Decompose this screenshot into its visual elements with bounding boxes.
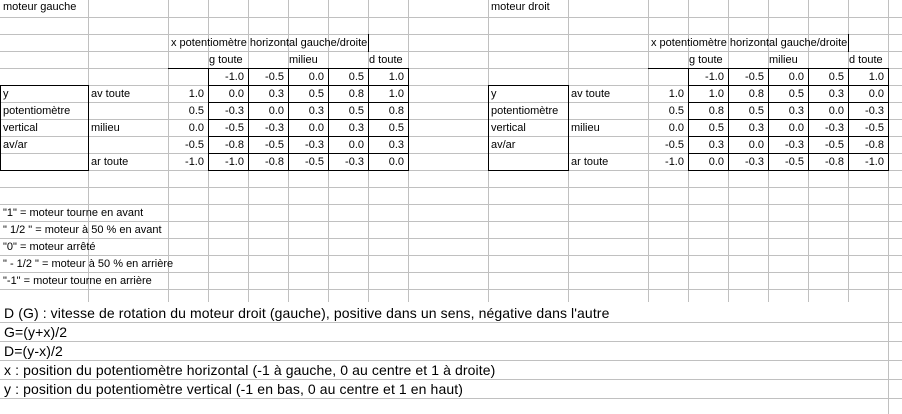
legend-line: "1" = moteur tourne en avant	[3, 207, 144, 219]
left-row-label: y	[3, 88, 9, 100]
left-cell: -0.8	[265, 156, 284, 168]
left-cell: 0.0	[268, 105, 284, 117]
left-cell: 0.0	[308, 122, 324, 134]
right-cell: 0.0	[868, 88, 884, 100]
left-row-sub: ar toute	[91, 156, 129, 168]
left-y-value: -0.5	[185, 139, 204, 151]
right-row-sub: av toute	[571, 88, 611, 100]
legend-line: "0" = moteur arrêté	[3, 241, 96, 253]
note-line: y : position du potentiomètre vertical (-1 en bas, 0 au centre et 1 en haut)	[4, 381, 463, 397]
left-x-value: -1.0	[225, 71, 244, 83]
legend-line: " 1/2 " = moteur à 50 % en avant	[3, 224, 162, 236]
right-cell: -0.5	[865, 122, 884, 134]
right-row-sub: milieu	[571, 122, 600, 134]
left-cell: 0.5	[348, 105, 364, 117]
left-cell: 0.0	[228, 88, 244, 100]
right-cell: -0.8	[865, 139, 884, 151]
left-cell: -0.8	[225, 139, 244, 151]
right-cell: -0.3	[865, 105, 884, 117]
left-cell: -0.5	[305, 156, 324, 168]
left-x-value: 0.0	[308, 71, 324, 83]
note-line: D=(y-x)/2	[4, 343, 63, 359]
gridline	[0, 341, 902, 342]
right-cell: -0.3	[785, 139, 804, 151]
right-x-value: -1.0	[705, 71, 724, 83]
right-row-sub: ar toute	[571, 156, 609, 168]
left-cell: -0.3	[305, 139, 324, 151]
legend-line: "-1" = moteur tourne en arrière	[3, 275, 152, 287]
left-cell: 0.5	[308, 88, 324, 100]
left-cell: 0.3	[388, 139, 404, 151]
right-row-label: y	[491, 88, 497, 100]
right-x-value: 0.0	[788, 71, 804, 83]
gridline	[888, 302, 889, 414]
right-cell: 0.0	[828, 105, 844, 117]
left-cell: 0.3	[308, 105, 324, 117]
right-cell: 0.5	[748, 105, 764, 117]
left-title: moteur gauche	[3, 1, 77, 13]
left-cell: -0.3	[345, 156, 364, 168]
left-cell: -0.3	[265, 122, 284, 134]
left-row-label: av/ar	[3, 139, 28, 151]
right-x-header: x potentiomètre horizontal gauche/droite	[651, 37, 848, 49]
left-cell: 0.0	[388, 156, 404, 168]
left-cell: -0.3	[225, 105, 244, 117]
right-cell: 0.5	[788, 88, 804, 100]
right-row-label: vertical	[491, 122, 526, 134]
right-y-value: 0.5	[668, 105, 684, 117]
right-y-value: -1.0	[665, 156, 684, 168]
left-cell: 1.0	[388, 88, 404, 100]
right-x-value: 0.5	[828, 71, 844, 83]
right-y-value: 1.0	[668, 88, 684, 100]
left-x-value: 1.0	[388, 71, 404, 83]
note-line: G=(y+x)/2	[4, 324, 68, 340]
right-col-label-1: milieu	[769, 54, 798, 66]
legend-line: " - 1/2 " = moteur à 50 % en arrière	[3, 258, 174, 270]
left-cell: -0.5	[225, 122, 244, 134]
note-line: D (G) : vitesse de rotation du moteur droit (gauche), positive dans un sens, négative dans l'autre	[4, 305, 610, 321]
left-row-sub: av toute	[91, 88, 131, 100]
left-row-label: potentiomètre	[3, 105, 71, 117]
right-cell: -0.5	[825, 139, 844, 151]
gridline	[0, 360, 902, 361]
left-y-value: 1.0	[188, 88, 204, 100]
right-cell: 0.0	[748, 139, 764, 151]
left-cell: 0.5	[388, 122, 404, 134]
gridline	[0, 379, 902, 380]
right-cell: 1.0	[708, 88, 724, 100]
left-col-label-2: d toute	[369, 54, 403, 66]
right-cell: 0.3	[788, 105, 804, 117]
right-x-value: -0.5	[745, 71, 764, 83]
right-col-label-2: d toute	[849, 54, 883, 66]
right-row-label: potentiomètre	[491, 105, 559, 117]
right-cell: 0.0	[708, 156, 724, 168]
left-cell: 0.0	[348, 139, 364, 151]
right-col-label-0: g toute	[689, 54, 723, 66]
right-y-value: 0.0	[668, 122, 684, 134]
left-col-label-1: milieu	[289, 54, 318, 66]
right-cell: -0.8	[825, 156, 844, 168]
note-line: x : position du potentiomètre horizontal (-1 à gauche, 0 au centre et 1 à droite)	[4, 362, 496, 378]
right-title: moteur droit	[491, 1, 550, 13]
right-row-label: av/ar	[491, 139, 516, 151]
left-cell: -0.5	[265, 139, 284, 151]
left-cell: -1.0	[225, 156, 244, 168]
left-cell: 0.3	[348, 122, 364, 134]
gridline	[0, 322, 902, 323]
left-x-value: -0.5	[265, 71, 284, 83]
left-cell: 0.8	[388, 105, 404, 117]
left-cell: 0.3	[268, 88, 284, 100]
left-y-value: 0.0	[188, 122, 204, 134]
right-x-value: 1.0	[868, 71, 884, 83]
left-y-value: -1.0	[185, 156, 204, 168]
left-x-value: 0.5	[348, 71, 364, 83]
right-cell: -1.0	[865, 156, 884, 168]
right-cell: -0.5	[785, 156, 804, 168]
right-cell: 0.0	[788, 122, 804, 134]
right-cell: 0.5	[708, 122, 724, 134]
right-cell: 0.8	[708, 105, 724, 117]
right-y-value: -0.5	[665, 139, 684, 151]
left-cell: 0.8	[348, 88, 364, 100]
left-row-label: vertical	[3, 122, 38, 134]
right-cell: 0.3	[828, 88, 844, 100]
left-y-value: 0.5	[188, 105, 204, 117]
right-cell: 0.8	[748, 88, 764, 100]
right-cell: -0.3	[745, 156, 764, 168]
gridline	[0, 398, 902, 399]
left-col-label-0: g toute	[209, 54, 243, 66]
right-cell: -0.3	[825, 122, 844, 134]
right-cell: 0.3	[708, 139, 724, 151]
right-cell: 0.3	[748, 122, 764, 134]
left-x-header: x potentiomètre horizontal gauche/droite	[171, 37, 368, 49]
left-row-sub: milieu	[91, 122, 120, 134]
